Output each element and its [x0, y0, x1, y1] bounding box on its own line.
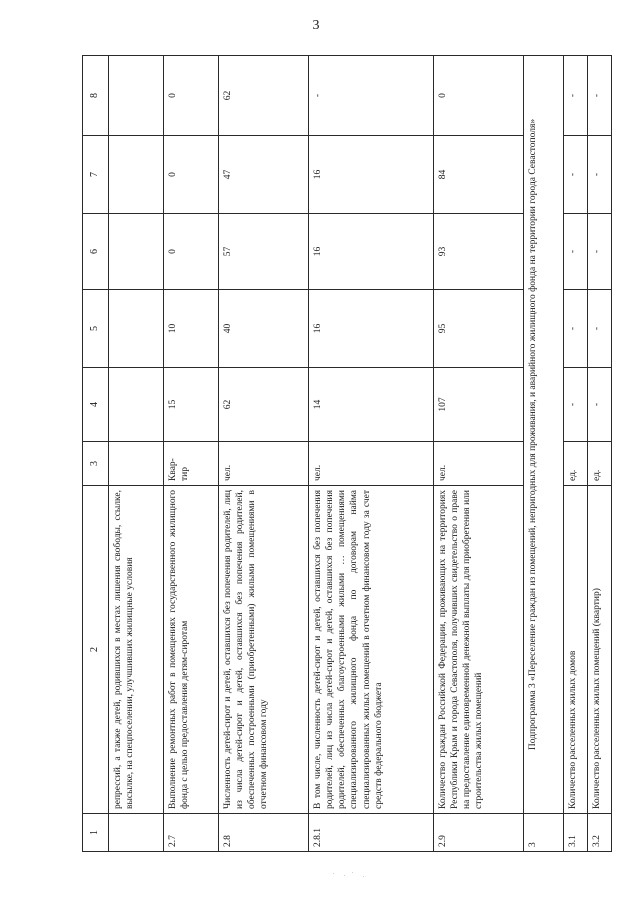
value-col-5: 95: [434, 290, 524, 368]
value-col-7: 16: [309, 136, 434, 214]
value-col-5: 40: [219, 290, 309, 368]
value-col-5: 16: [309, 290, 434, 368]
value-col-4: -: [588, 368, 612, 442]
indicator-text: Численность детей-сирот и детей, оставшихся без попечения родителей, лиц из числа детей-сирот и детей, оставшихся без попечения родителей, обеспеченных построенными (приобретенными) жилыми помещениями в отчетном финансовом году: [219, 486, 309, 814]
value-col-8: -: [588, 56, 612, 136]
unit-cell: ед.: [564, 442, 588, 486]
value-col-7: 47: [219, 136, 309, 214]
subprogram-number: 3: [524, 814, 564, 852]
value-col-4: 62: [219, 368, 309, 442]
column-number-7: 7: [83, 136, 109, 214]
row-number: 2.7: [164, 814, 219, 852]
value-col-4: -: [564, 368, 588, 442]
indicators-table: [82, 55, 612, 852]
indicator-text: Количество расселенных жилых помещений (квартир): [588, 486, 612, 814]
table-row: [219, 56, 309, 852]
column-number-1: 1: [83, 814, 109, 852]
row-number: 2.8.1: [309, 814, 434, 852]
indicator-text: В том числе, численность детей-сирот и детей, оставшихся без попечения родителей, лиц из числа детей-сирот и детей, оставшихся без попечения родителей, обеспеченных благоустроенными жилыми … помещениями специализированного жилищного фонда по договорам найма специализированных жилых помещений в отчетном финансовом году за счет средств федерального бюджета: [309, 486, 434, 814]
value-col-8: -: [564, 56, 588, 136]
value-col-7: [109, 136, 164, 214]
page-number: 3: [312, 18, 320, 33]
row-number: [109, 814, 164, 852]
value-col-5: [109, 290, 164, 368]
value-col-8: 62: [219, 56, 309, 136]
value-col-4: 15: [164, 368, 219, 442]
subprogram-row: [524, 56, 564, 852]
column-number-2: 2: [83, 486, 109, 814]
value-col-4: 14: [309, 368, 434, 442]
value-col-4: 107: [434, 368, 524, 442]
value-col-7: -: [564, 136, 588, 214]
unit-cell: ед.: [588, 442, 612, 486]
row-number: 2.8: [219, 814, 309, 852]
column-number-6: 6: [83, 214, 109, 290]
value-col-8: -: [309, 56, 434, 136]
header-row: [83, 56, 109, 852]
value-col-6: 0: [164, 214, 219, 290]
table-row: [164, 56, 219, 852]
unit-cell: чел.: [309, 442, 434, 486]
value-col-6: 16: [309, 214, 434, 290]
column-number-8: 8: [83, 56, 109, 136]
value-col-8: 0: [164, 56, 219, 136]
unit-cell: [109, 442, 164, 486]
table-row: [564, 56, 588, 852]
unit-cell: чел.: [219, 442, 309, 486]
subprogram-title: Подпрограмма 3 «Переселение граждан из помещений, непригодных для проживания, и аварийного жилищного фонда на территории города Севастополя»: [524, 56, 564, 814]
indicator-text: Количество граждан Российской Федерации, проживающих на территориях Республики Крым и города Севастополя, получивших свидетельство о праве на предоставление единовременной денежной выплаты для приобретения или строительства жилых помещений: [434, 486, 524, 814]
table-row: [588, 56, 612, 852]
value-col-6: -: [588, 214, 612, 290]
value-col-5: 10: [164, 290, 219, 368]
indicator-text: Выполнение ремонтных работ в помещениях государственного жилищного фонда с целью предоставления детям-сиротам: [164, 486, 219, 814]
value-col-7: -: [588, 136, 612, 214]
value-col-7: 84: [434, 136, 524, 214]
unit-cell: чел.: [434, 442, 524, 486]
value-col-6: -: [564, 214, 588, 290]
value-col-8: 0: [434, 56, 524, 136]
table-row: [109, 56, 164, 852]
value-col-6: 93: [434, 214, 524, 290]
row-number: 2.9: [434, 814, 524, 852]
scan-speck: [330, 872, 370, 878]
row-number: 3.1: [564, 814, 588, 852]
indicator-text: Количество расселенных жилых домов: [564, 486, 588, 814]
value-col-5: -: [564, 290, 588, 368]
value-col-6: [109, 214, 164, 290]
column-number-3: 3: [83, 442, 109, 486]
value-col-8: [109, 56, 164, 136]
unit-cell: Квар-тир: [164, 442, 219, 486]
document-sheet: [82, 56, 604, 852]
column-number-5: 5: [83, 290, 109, 368]
column-number-4: 4: [83, 368, 109, 442]
table-row: [309, 56, 434, 852]
value-col-7: 0: [164, 136, 219, 214]
value-col-5: -: [588, 290, 612, 368]
table-row: [434, 56, 524, 852]
indicator-text: репрессий, а также детей, родившихся в местах лишения свободы, ссылке, высылке, на спецпоселении, улучшивших жилищные условия: [109, 486, 164, 814]
value-col-4: [109, 368, 164, 442]
row-number: 3.2: [588, 814, 612, 852]
value-col-6: 57: [219, 214, 309, 290]
